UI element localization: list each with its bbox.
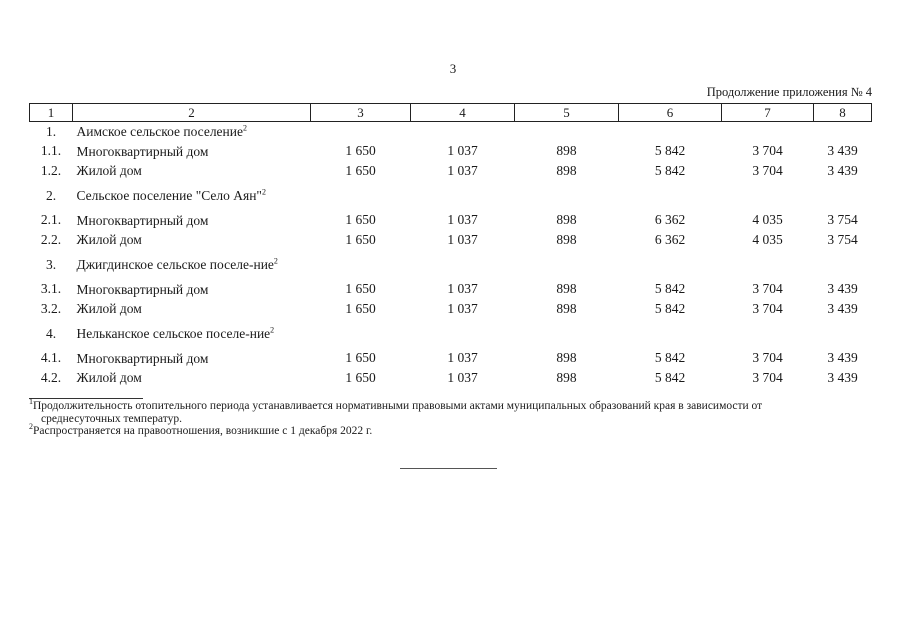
- row-number: 4.: [45, 325, 57, 341]
- row-name-cell: [73, 181, 311, 211]
- value-cell: 1 650: [345, 350, 376, 366]
- value-cell: 898: [556, 231, 577, 247]
- table-row: [30, 349, 872, 369]
- value-cell: 3 439: [827, 143, 858, 159]
- header-cell: 2: [73, 104, 311, 122]
- header-cell: 1: [30, 104, 73, 122]
- value-cell: 1 037: [447, 350, 478, 366]
- header-cell: 3: [311, 104, 411, 122]
- value-cell: 6 362: [654, 231, 686, 247]
- value-cell: [311, 250, 411, 280]
- footnote-ref: 2: [273, 256, 278, 266]
- value-cell: [814, 250, 872, 280]
- value-cell: 5 842: [654, 369, 686, 385]
- row-name-cell: [73, 349, 311, 369]
- header-cell: 8: [814, 104, 872, 122]
- value-cell: [311, 122, 411, 142]
- table-row: [30, 230, 872, 250]
- row-name: Многоквартирный дом: [76, 212, 209, 228]
- value-cell: 1 650: [345, 143, 376, 159]
- table-row: [30, 142, 872, 162]
- value-cell: 898: [556, 350, 577, 366]
- row-number: 4.1.: [40, 350, 62, 366]
- footnote-ref: 2: [242, 123, 247, 133]
- value-cell: 5 842: [654, 143, 686, 159]
- table-row: [30, 368, 872, 388]
- row-name-cell: [73, 280, 311, 300]
- value-cell: 898: [556, 212, 577, 228]
- header-cell: 5: [515, 104, 619, 122]
- value-cell: [619, 122, 722, 142]
- value-cell: [814, 122, 872, 142]
- row-name-cell: [73, 230, 311, 250]
- value-cell: [619, 250, 722, 280]
- value-cell: 3 754: [827, 231, 858, 247]
- row-number: 2.1.: [40, 212, 62, 228]
- value-cell: 4 035: [752, 231, 783, 247]
- value-cell: 898: [556, 143, 577, 159]
- value-cell: [722, 181, 814, 211]
- value-cell: [411, 122, 515, 142]
- row-number: 3.1.: [40, 281, 62, 297]
- footnote-mark: 1: [29, 397, 33, 407]
- row-number: 1.: [45, 123, 57, 139]
- row-number: 2.2.: [40, 231, 62, 247]
- row-name: Жилой дом: [76, 301, 142, 317]
- value-cell: [411, 319, 515, 349]
- row-name-cell: [73, 161, 311, 181]
- row-name: Жилой дом: [76, 370, 142, 386]
- footnote-mark: 2: [29, 422, 33, 432]
- table-row: [30, 319, 872, 349]
- value-cell: [619, 319, 722, 349]
- row-name: Нельканское сельское поселе-ние: [76, 326, 271, 341]
- value-cell: [515, 122, 619, 142]
- value-cell: 1 650: [345, 212, 376, 228]
- footnotes: [29, 397, 871, 438]
- value-cell: 6 362: [654, 212, 686, 228]
- continuation-label: Продолжение приложения № 4: [706, 85, 872, 99]
- value-cell: 1 650: [345, 162, 376, 178]
- value-cell: 1 650: [345, 281, 376, 297]
- table-row: [30, 299, 872, 319]
- end-divider: [400, 468, 497, 469]
- row-name-cell: [73, 250, 311, 280]
- row-number: 1.2.: [40, 162, 62, 178]
- row-number: 1.1.: [40, 143, 62, 159]
- value-cell: [411, 181, 515, 211]
- row-name: Многоквартирный дом: [76, 350, 209, 366]
- value-cell: [814, 319, 872, 349]
- row-name-cell: [73, 211, 311, 231]
- row-name-cell: [73, 319, 311, 349]
- value-cell: 1 037: [447, 231, 478, 247]
- row-name: Сельское поселение "Село Аян": [76, 188, 262, 203]
- footnote-ref: 2: [261, 187, 266, 197]
- row-name: Жилой дом: [76, 232, 142, 248]
- value-cell: 3 704: [752, 162, 783, 178]
- row-name: Многоквартирный дом: [76, 281, 209, 297]
- value-cell: [515, 250, 619, 280]
- row-name: Джигдинское сельское поселе-ние: [76, 257, 274, 272]
- value-cell: [515, 319, 619, 349]
- table-row: [30, 280, 872, 300]
- value-cell: 3 704: [752, 350, 783, 366]
- table-row: [30, 181, 872, 211]
- table-body: [30, 122, 872, 388]
- page-number: 3: [449, 61, 457, 76]
- footnote-ref: 2: [270, 325, 275, 335]
- value-cell: 3 439: [827, 281, 858, 297]
- value-cell: 3 754: [827, 212, 858, 228]
- value-cell: 1 037: [447, 300, 478, 316]
- value-cell: 1 650: [345, 369, 376, 385]
- footnote-1-continuation: среднесуточных температур.: [41, 412, 182, 425]
- value-cell: 3 704: [752, 143, 783, 159]
- tariff-table: [29, 103, 872, 388]
- footnote-text: Распространяется на правоотношения, возникшие с 1 декабря 2022 г.: [33, 425, 373, 437]
- header-cell: 7: [722, 104, 814, 122]
- footnote-2: [29, 422, 871, 438]
- value-cell: [619, 181, 722, 211]
- table-row: [30, 161, 872, 181]
- value-cell: 898: [556, 300, 577, 316]
- value-cell: 3 439: [827, 300, 858, 316]
- row-name: Аимское сельское поселение: [76, 124, 243, 140]
- value-cell: 1 037: [447, 369, 478, 385]
- table-row: [30, 250, 872, 280]
- value-cell: [311, 319, 411, 349]
- value-cell: 1 037: [447, 281, 478, 297]
- row-name-cell: [73, 122, 311, 142]
- header-cell: 4: [411, 104, 515, 122]
- value-cell: [515, 181, 619, 211]
- value-cell: [814, 181, 872, 211]
- table-row: [30, 211, 872, 231]
- value-cell: 898: [556, 162, 577, 178]
- header-row: [30, 104, 872, 122]
- value-cell: 5 842: [654, 162, 686, 178]
- value-cell: 5 842: [654, 300, 686, 316]
- row-name: Жилой дом: [76, 163, 142, 179]
- row-number: 2.: [45, 187, 57, 203]
- value-cell: [411, 250, 515, 280]
- footnote-text: Продолжительность отопительного периода устанавливается нормативными правовыми актами муниципальных образований края в зависимости от: [33, 400, 763, 412]
- table-row: [30, 122, 872, 142]
- row-number: 3.2.: [40, 300, 62, 316]
- row-name: Многоквартирный дом: [76, 143, 209, 159]
- value-cell: 898: [556, 281, 577, 297]
- value-cell: 3 439: [827, 369, 858, 385]
- value-cell: 3 439: [827, 162, 858, 178]
- value-cell: [722, 122, 814, 142]
- row-name-cell: [73, 142, 311, 162]
- footnote-divider: [29, 398, 143, 399]
- value-cell: [722, 319, 814, 349]
- row-number: 3.: [45, 256, 57, 272]
- value-cell: 1 037: [447, 212, 478, 228]
- value-cell: 3 704: [752, 300, 783, 316]
- row-name-cell: [73, 368, 311, 388]
- value-cell: 1 650: [345, 231, 376, 247]
- value-cell: [311, 181, 411, 211]
- row-name-cell: [73, 299, 311, 319]
- value-cell: 5 842: [654, 350, 686, 366]
- value-cell: [722, 250, 814, 280]
- value-cell: 4 035: [752, 212, 783, 228]
- value-cell: 1 650: [345, 300, 376, 316]
- value-cell: 898: [556, 369, 577, 385]
- value-cell: 1 037: [447, 162, 478, 178]
- header-cell: 6: [619, 104, 722, 122]
- value-cell: 3 704: [752, 369, 783, 385]
- value-cell: 1 037: [447, 143, 478, 159]
- row-number: 4.2.: [40, 369, 62, 385]
- value-cell: 3 704: [752, 281, 783, 297]
- value-cell: 5 842: [654, 281, 686, 297]
- footnote-1: [29, 397, 871, 413]
- value-cell: 3 439: [827, 350, 858, 366]
